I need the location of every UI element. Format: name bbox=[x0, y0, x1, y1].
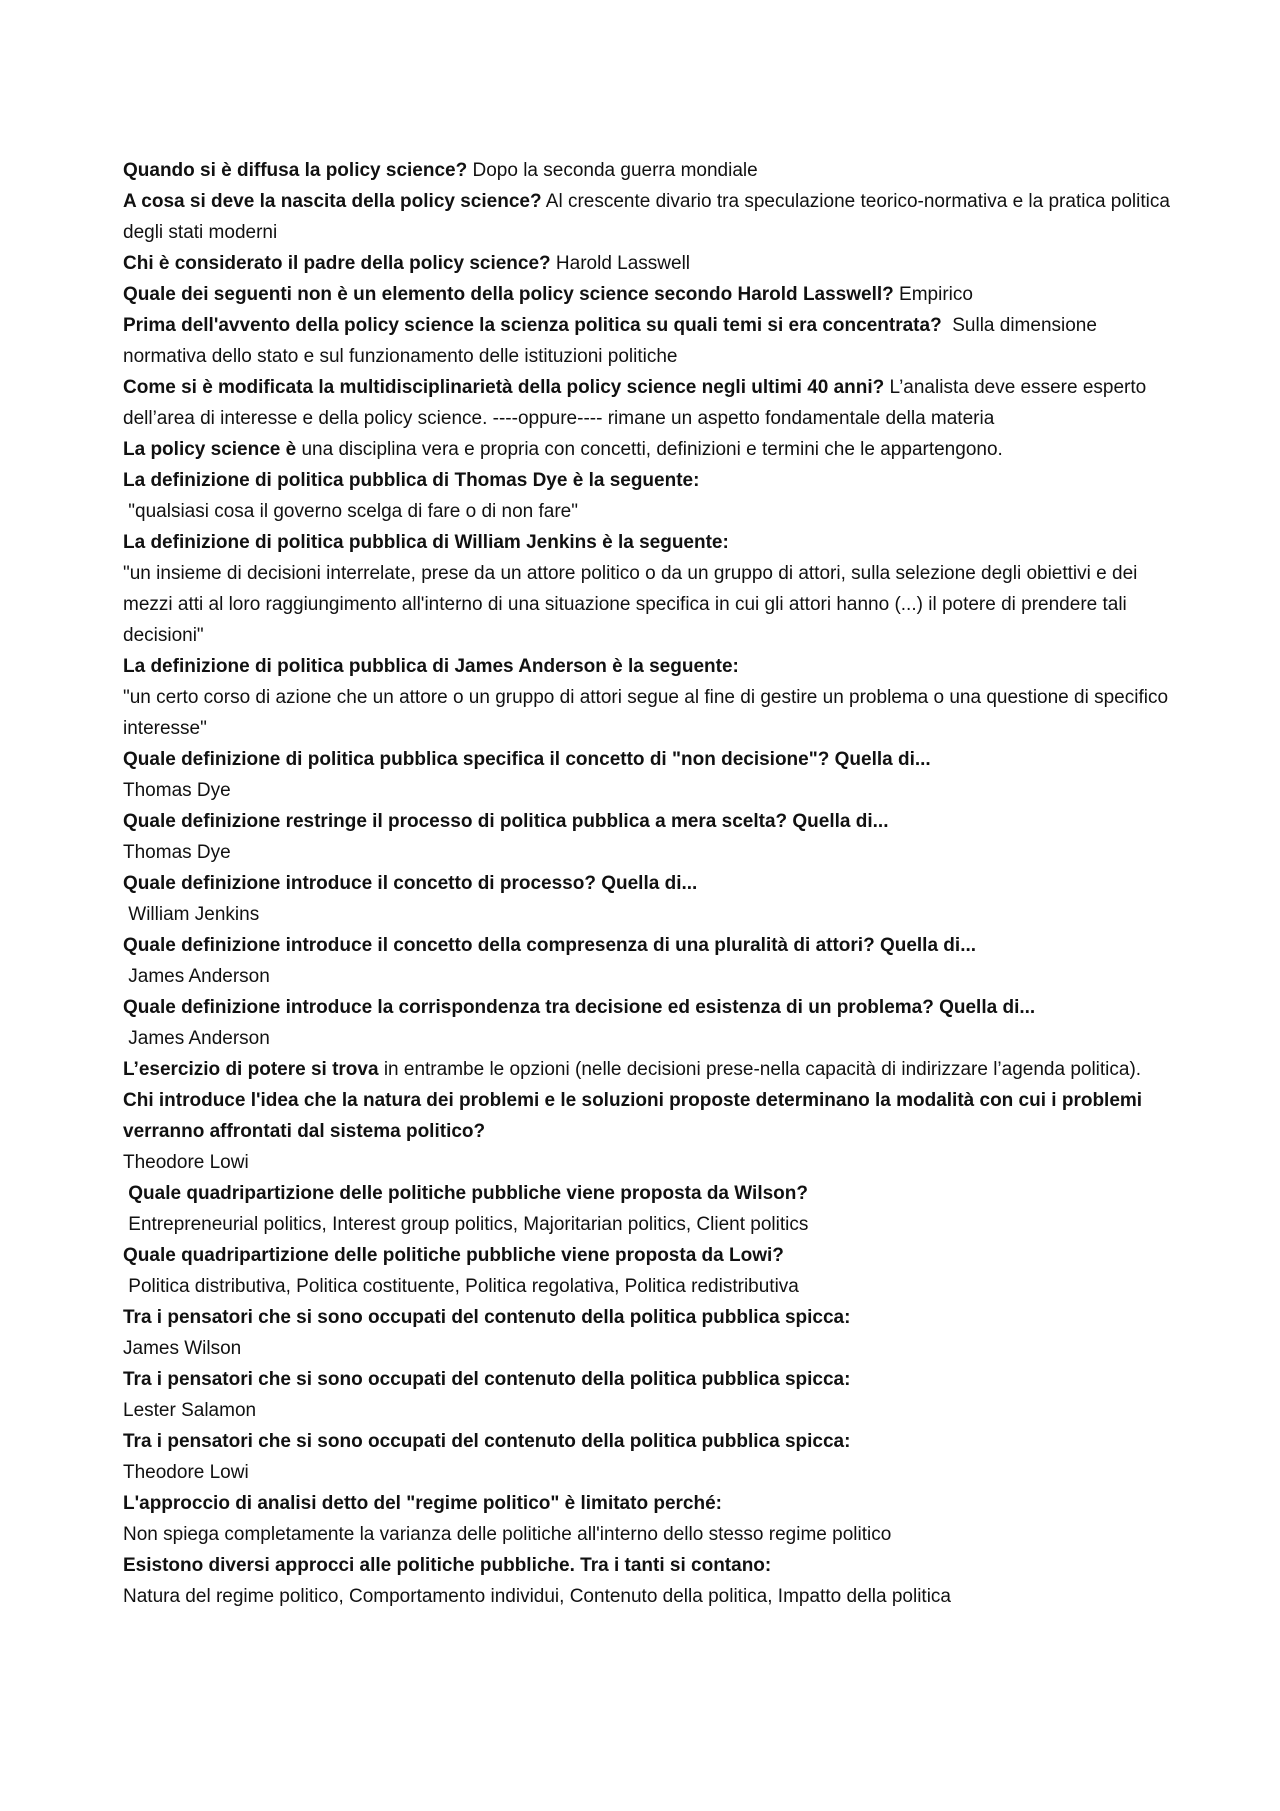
question-text: Tra i pensatori che si sono occupati del contenuto della politica pubblica spicca: bbox=[123, 1431, 851, 1452]
qa-item-15-question bbox=[123, 992, 1173, 1023]
question-text: Esistono diversi approcci alle politiche pubbliche. Tra i tanti si contano: bbox=[123, 1555, 772, 1576]
qa-item-16 bbox=[123, 1054, 1173, 1085]
question-text: Quale definizione introduce il concetto di processo? Quella di... bbox=[123, 873, 698, 894]
question-text: Quale quadripartizione delle politiche pubbliche viene proposta da Wilson? bbox=[123, 1183, 808, 1204]
question-text: Tra i pensatori che si sono occupati del contenuto della politica pubblica spicca: bbox=[123, 1307, 851, 1328]
qa-item-20-answer: James Wilson bbox=[123, 1338, 242, 1359]
question-text: La policy science è bbox=[123, 439, 297, 460]
qa-item-23-question bbox=[123, 1488, 1173, 1519]
question-text: Chi è considerato il padre della policy science? bbox=[123, 253, 551, 274]
qa-item-22-answer: Theodore Lowi bbox=[123, 1462, 249, 1483]
qa-item-7 bbox=[123, 434, 1173, 465]
qa-item-5 bbox=[123, 310, 1173, 372]
question-text: L’esercizio di potere si trova bbox=[123, 1059, 379, 1080]
qa-item-18-question bbox=[123, 1178, 1173, 1209]
answer-text: una disciplina vera e propria con concetti, definizioni e termini che le appartengono. bbox=[296, 439, 1003, 460]
qa-item-22-question bbox=[123, 1426, 1173, 1457]
qa-item-8-question bbox=[123, 465, 1173, 496]
answer-text: in entrambe le opzioni (nelle decisioni prese-nella capacità di indirizzare l’agenda politica). bbox=[378, 1059, 1142, 1080]
question-text: Quale definizione di politica pubblica specifica il concetto di "non decisione"? Quella di... bbox=[123, 749, 931, 770]
qa-item-17-question bbox=[123, 1085, 1173, 1147]
qa-item-24-question bbox=[123, 1550, 1173, 1581]
question-text: L'approccio di analisi detto del "regime politico" è limitato perché: bbox=[123, 1493, 722, 1514]
qa-item-23-answer: Non spiega completamente la varianza delle politiche all'interno dello stesso regime politico bbox=[123, 1524, 892, 1545]
question-text: Quale quadripartizione delle politiche pubbliche viene proposta da Lowi? bbox=[123, 1245, 784, 1266]
qa-item-18-answer: Entrepreneurial politics, Interest group politics, Majoritarian politics, Client politics bbox=[123, 1214, 809, 1235]
qa-item-20-question bbox=[123, 1302, 1173, 1333]
answer-text: Dopo la seconda guerra mondiale bbox=[467, 160, 758, 181]
qa-item-6 bbox=[123, 372, 1173, 434]
qa-item-13-question bbox=[123, 868, 1173, 899]
qa-item-4 bbox=[123, 279, 1173, 310]
qa-item-14-question bbox=[123, 930, 1173, 961]
qa-item-17-answer: Theodore Lowi bbox=[123, 1152, 249, 1173]
document-page bbox=[123, 155, 1176, 1612]
qa-item-12-answer: Thomas Dye bbox=[123, 842, 231, 863]
question-text: Tra i pensatori che si sono occupati del contenuto della politica pubblica spicca: bbox=[123, 1369, 851, 1390]
question-text: Quale definizione introduce la corrispondenza tra decisione ed esistenza di un problema? Quella di... bbox=[123, 997, 1036, 1018]
qa-item-9-question bbox=[123, 527, 1173, 558]
question-text: Quando si è diffusa la policy science? bbox=[123, 160, 468, 181]
qa-item-21-question bbox=[123, 1364, 1173, 1395]
qa-item-3 bbox=[123, 248, 1173, 279]
question-text: Chi introduce l'idea che la natura dei problemi e le soluzioni proposte determinano la modalità con cui i problemi verranno affrontati dal sistema politico? bbox=[123, 1090, 1148, 1142]
qa-item-10-answer: "un certo corso di azione che un attore o un gruppo di attori segue al fine di gestire un problema o una questione di specifico interesse" bbox=[123, 687, 1174, 739]
question-text: Quale dei seguenti non è un elemento della policy science secondo Harold Lasswell? bbox=[123, 284, 894, 305]
answer-text: Harold Lasswell bbox=[550, 253, 691, 274]
question-text: A cosa si deve la nascita della policy science? bbox=[123, 191, 542, 212]
qa-item-21-answer: Lester Salamon bbox=[123, 1400, 257, 1421]
answer-text: Sulla dimensione normativa dello stato e sul funzionamento delle istituzioni politiche bbox=[123, 315, 1103, 367]
qa-item-15-answer: James Anderson bbox=[123, 1028, 270, 1049]
qa-item-1 bbox=[123, 155, 1173, 186]
answer-text: Empirico bbox=[893, 284, 973, 305]
question-text: La definizione di politica pubblica di William Jenkins è la seguente: bbox=[123, 532, 729, 553]
question-text: La definizione di politica pubblica di James Anderson è la seguente: bbox=[123, 656, 739, 677]
question-text: Quale definizione introduce il concetto della compresenza di una pluralità di attori? Quella di... bbox=[123, 935, 977, 956]
question-text: La definizione di politica pubblica di Thomas Dye è la seguente: bbox=[123, 470, 700, 491]
question-text: Come si è modificata la multidisciplinarietà della policy science negli ultimi 40 anni? bbox=[123, 377, 885, 398]
qa-item-19-question bbox=[123, 1240, 1173, 1271]
qa-item-11-question bbox=[123, 744, 1173, 775]
qa-item-24-answer: Natura del regime politico, Comportamento individui, Contenuto della politica, Impatto della politica bbox=[123, 1586, 952, 1607]
qa-item-2 bbox=[123, 186, 1176, 248]
question-text: Prima dell'avvento della policy science la scienza politica su quali temi si era concentrata? bbox=[123, 315, 942, 336]
qa-item-13-answer: William Jenkins bbox=[123, 904, 260, 925]
answer-text: Al crescente divario tra speculazione teorico-normativa e la pratica politica degli stati moderni bbox=[123, 191, 1176, 243]
qa-item-14-answer: James Anderson bbox=[123, 966, 270, 987]
qa-item-11-answer: Thomas Dye bbox=[123, 780, 231, 801]
question-text: Quale definizione restringe il processo di politica pubblica a mera scelta? Quella di... bbox=[123, 811, 889, 832]
qa-item-8-answer: "qualsiasi cosa il governo scelga di fare o di non fare" bbox=[123, 501, 578, 522]
qa-item-12-question bbox=[123, 806, 1173, 837]
qa-item-19-answer: Politica distributiva, Politica costituente, Politica regolativa, Politica redistributiva bbox=[123, 1276, 799, 1297]
qa-item-10-question bbox=[123, 651, 1173, 682]
qa-item-9-answer: "un insieme di decisioni interrelate, prese da un attore politico o da un gruppo di attori, sulla selezione degli obiettivi e dei mezzi atti al loro raggiungimento all'interno di una situazione specifica in cui gli attori hanno (...) il potere di prendere tali decisioni" bbox=[123, 563, 1143, 646]
answer-text: L’analista deve essere esperto dell’area di interesse e della policy science. ----oppure---- rimane un aspetto fondamentale della materia bbox=[123, 377, 1152, 429]
